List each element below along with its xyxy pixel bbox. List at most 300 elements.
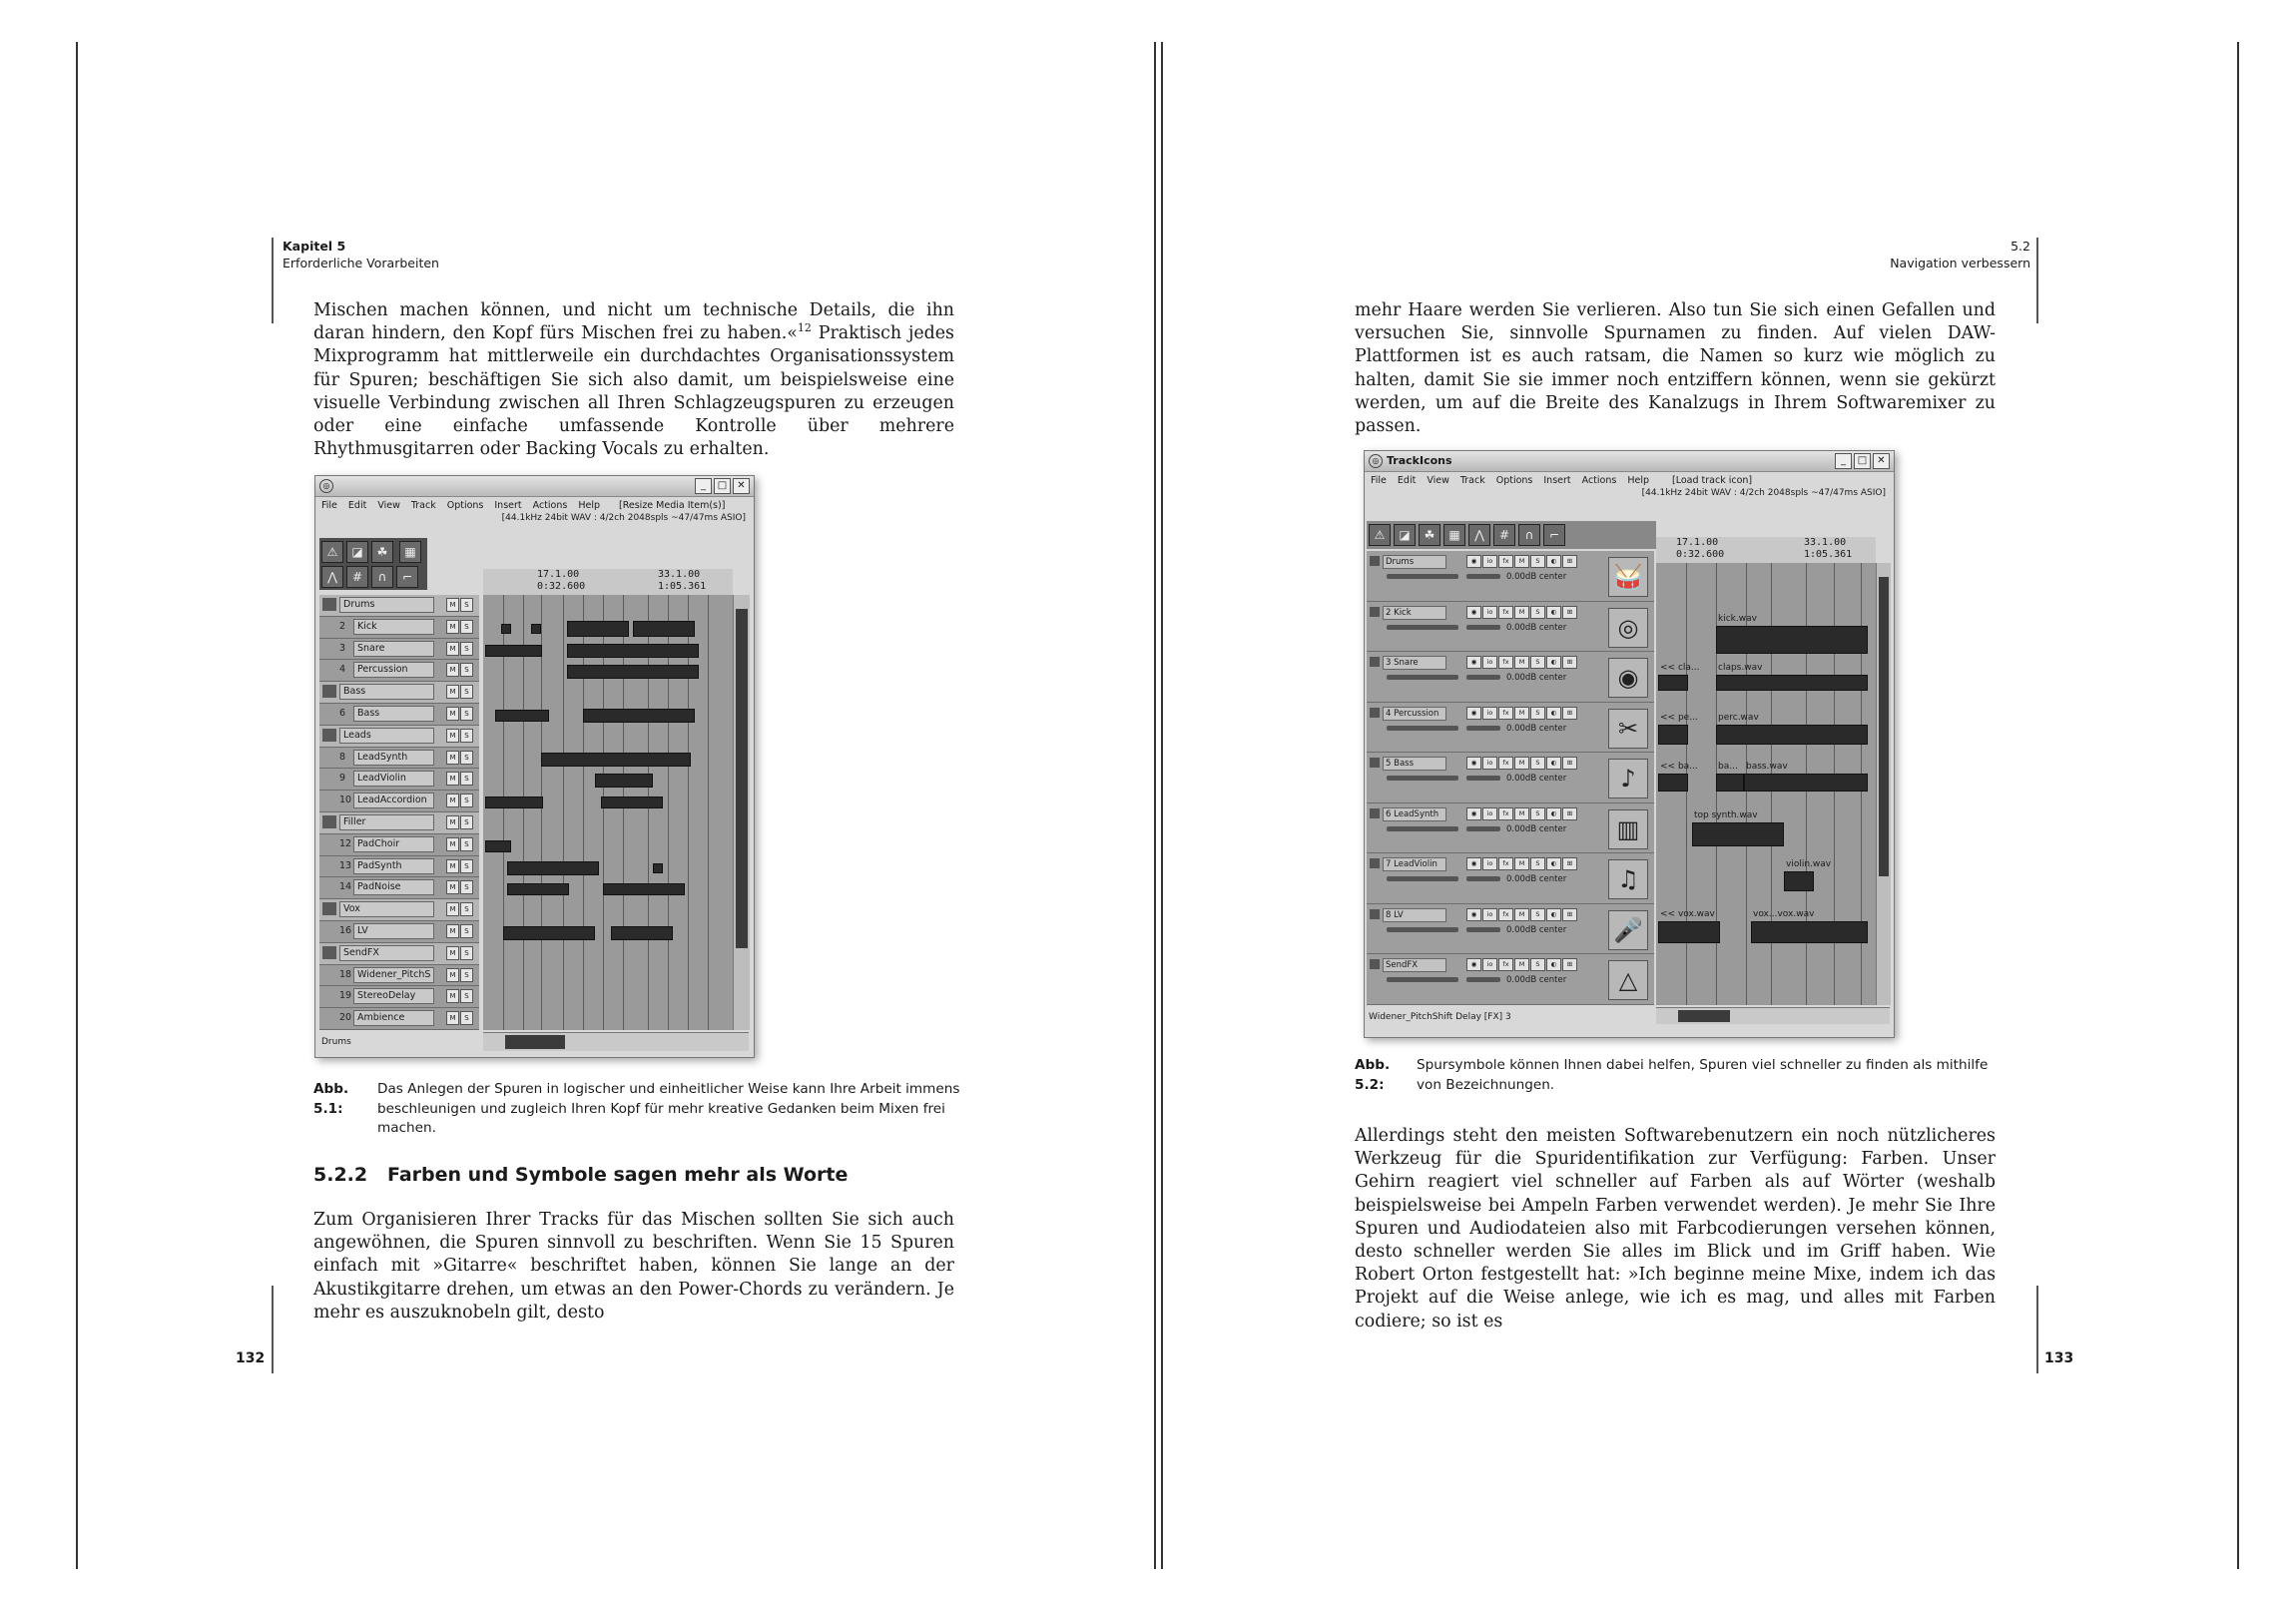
track-name (1383, 857, 1446, 871)
track-button: io (1482, 807, 1497, 820)
track-control-panel (1367, 551, 1654, 602)
track-row (319, 943, 479, 965)
track-name (1383, 656, 1446, 670)
menu-help: Help (578, 499, 600, 511)
track-button: ⊞ (1562, 908, 1577, 921)
solo-button: S (460, 880, 473, 894)
figure-1-status: Drums (321, 1037, 351, 1047)
track-button: ◐ (1546, 757, 1561, 770)
solo-button: S (460, 968, 473, 982)
track-name (1383, 555, 1446, 569)
track-button: M (1514, 807, 1529, 820)
track-button: ◐ (1546, 555, 1561, 568)
media-item (653, 863, 663, 873)
track-button: ◉ (1466, 656, 1481, 669)
track-name (1383, 707, 1446, 721)
mute-button: M (446, 946, 459, 960)
track-button: M (1514, 555, 1529, 568)
pan-slider (1466, 726, 1500, 731)
track-name: Filler (339, 814, 434, 830)
media-item (485, 840, 511, 852)
track-name: StereoDelay (353, 988, 434, 1004)
track-number: 6 (1386, 808, 1392, 819)
volume-slider (1387, 726, 1458, 731)
volume-readout: 0.00dB center (1506, 823, 1567, 834)
folder-icon (322, 685, 336, 698)
track-name: LeadAccordion (353, 793, 434, 808)
maracas-icon: ✂ (1608, 709, 1648, 749)
track-row (319, 812, 479, 834)
mute-button: M (446, 924, 459, 938)
figure-1-menubar (315, 497, 754, 513)
minimize-icon: _ (695, 478, 712, 494)
grid-line (503, 595, 504, 1030)
track-button: S (1530, 555, 1545, 568)
track-row (319, 617, 479, 639)
folder-icon (1370, 909, 1380, 919)
solo-button: S (460, 815, 473, 829)
menu-view: View (377, 499, 400, 511)
media-item-label: kick.wav (1718, 614, 1757, 625)
track-button: ⊞ (1562, 857, 1577, 870)
media-item (1744, 774, 1868, 792)
caption-label: Abb. 5.2: (1355, 1057, 1391, 1093)
figure-2-menubar (1365, 472, 1894, 488)
volume-slider (1387, 574, 1458, 579)
grid-lines-icon: # (346, 566, 368, 588)
track-button: fx (1498, 707, 1513, 720)
track-number: 14 (339, 881, 352, 893)
track-button: ◐ (1546, 707, 1561, 720)
grid-lines-icon: # (1493, 524, 1515, 546)
microphone-icon: 🎤 (1608, 910, 1648, 950)
track-name-text: LeadViolin (1394, 859, 1437, 870)
track-button: fx (1498, 555, 1513, 568)
keyboard-icon: ▥ (1608, 809, 1648, 849)
mute-button: M (446, 794, 459, 807)
track-name: LeadSynth (353, 750, 434, 766)
track-button: S (1530, 807, 1545, 820)
track-name-text: Snare (1394, 658, 1419, 669)
fx-icon: △ (1608, 960, 1648, 1000)
folder-icon (1370, 556, 1380, 566)
track-name: Leads (339, 728, 434, 744)
grid-line (541, 595, 542, 1030)
track-name-text: LV (1394, 909, 1404, 920)
media-item-label: claps.wav (1718, 663, 1763, 674)
volume-slider (1387, 625, 1458, 630)
left-paragraph-2: Zum Organisieren Ihrer Tracks für das Mischen sollten Sie sich auch angewöhnen, die Spuren sinnvoll zu beschriften. Wenn Sie 15 Spuren einfach mit »Gitarre« beschriftet haben, können Sie lange an der Akustikgitarre drehen, um etwas an den Power-Chords zu verändern. Je mehr es auszuknobeln gilt, desto (313, 1210, 954, 1323)
figure-2-status: Widener_PitchShift Delay [FX] 3 (1369, 1012, 1511, 1022)
track-row (319, 1008, 479, 1030)
app-logo-icon: ◎ (1369, 454, 1383, 468)
figure-1-arrange-area (483, 595, 733, 1030)
pan-slider (1466, 876, 1500, 881)
track-button: fx (1498, 606, 1513, 619)
track-button: ⊞ (1562, 555, 1577, 568)
track-button: ◐ (1546, 857, 1561, 870)
track-number: 20 (339, 1012, 352, 1024)
track-row (319, 704, 479, 726)
solo-button: S (460, 946, 473, 960)
track-button: S (1530, 606, 1545, 619)
grid-line (603, 595, 604, 1030)
track-button: fx (1498, 807, 1513, 820)
track-name-text: Bass (1394, 759, 1415, 770)
section-heading: 5.2.2 Farben und Symbole sagen mehr als Worte (313, 1164, 849, 1186)
folder-icon (322, 902, 336, 915)
track-row (319, 877, 479, 899)
mute-button: M (446, 685, 459, 699)
caption-label: Abb. 5.1: (313, 1081, 349, 1117)
figure-1-audio-info: [44.1kHz 24bit WAV : 4/2ch 2048spls ~47/47ms ASIO] (501, 513, 746, 523)
minimize-icon: _ (1835, 453, 1852, 469)
track-row (319, 791, 479, 812)
mute-button: M (446, 729, 459, 743)
mute-button: M (446, 751, 459, 765)
track-button: ◉ (1466, 857, 1481, 870)
mute-button: M (446, 880, 459, 894)
track-number: 2 (339, 620, 346, 632)
solo-button: S (460, 642, 473, 656)
media-item (541, 753, 691, 767)
track-name (1383, 958, 1446, 972)
track-button: S (1530, 757, 1545, 770)
track-button: ◐ (1546, 908, 1561, 921)
track-button: io (1482, 857, 1497, 870)
media-item-label: << ba... (1660, 761, 1698, 772)
envelope-icon: ◪ (1394, 524, 1416, 546)
mute-button: M (446, 620, 459, 634)
violin-icon: ♫ (1608, 859, 1648, 899)
pan-slider (1466, 675, 1500, 680)
folder-icon (322, 946, 336, 959)
track-number: 7 (1386, 859, 1392, 870)
figure-1-track-list (319, 595, 479, 1030)
ripple-icon: ⌐ (1543, 524, 1565, 546)
solo-button: S (460, 794, 473, 807)
track-name: Snare (353, 641, 434, 657)
mute-button: M (446, 859, 459, 873)
track-button: ◐ (1546, 807, 1561, 820)
track-number: 3 (339, 642, 346, 654)
folder-icon (1370, 607, 1380, 617)
track-button: fx (1498, 958, 1513, 971)
track-button: ⊞ (1562, 656, 1577, 669)
track-button: M (1514, 908, 1529, 921)
track-button: ◉ (1466, 958, 1481, 971)
track-button: io (1482, 555, 1497, 568)
footnote-ref: 12 (797, 321, 812, 335)
volume-slider (1387, 776, 1458, 781)
pan-slider (1466, 977, 1500, 982)
figure-2-horizontal-scrollbar (1656, 1007, 1890, 1024)
menu-actions: Actions (1581, 474, 1617, 486)
grid-line (563, 595, 564, 1030)
media-item-label: violin.wav (1786, 859, 1832, 870)
media-item (503, 926, 595, 940)
track-row (319, 921, 479, 943)
ripple-icon: ⌐ (396, 566, 418, 588)
track-number: 10 (339, 795, 352, 806)
solo-button: S (460, 924, 473, 938)
pan-slider (1466, 927, 1500, 932)
track-button: fx (1498, 656, 1513, 669)
track-button: fx (1498, 908, 1513, 921)
folio-rule-right (2036, 1286, 2038, 1373)
track-button: io (1482, 908, 1497, 921)
media-item (1692, 822, 1784, 846)
figure-2-vertical-scrollbar (1876, 563, 1891, 1005)
grid-icon: ▦ (399, 541, 421, 563)
folder-icon (322, 729, 336, 742)
figure-1-horizontal-scrollbar (483, 1032, 749, 1051)
track-button: M (1514, 656, 1529, 669)
media-item (1716, 626, 1868, 654)
track-button: M (1514, 958, 1529, 971)
track-number: 6 (339, 708, 346, 719)
track-button: M (1514, 857, 1529, 870)
media-item (485, 645, 542, 657)
mute-button: M (446, 663, 459, 677)
track-button: io (1482, 757, 1497, 770)
section-label: 5.2 (2010, 239, 2030, 254)
menu-track: Track (410, 499, 436, 511)
track-row (319, 660, 479, 682)
track-button: ⊞ (1562, 958, 1577, 971)
pan-slider (1466, 574, 1500, 579)
pan-slider (1466, 826, 1500, 831)
track-button: S (1530, 656, 1545, 669)
media-item (485, 797, 543, 808)
track-button: io (1482, 958, 1497, 971)
mute-button: M (446, 815, 459, 829)
maximize-icon: □ (714, 478, 731, 494)
figure-5-2-screenshot (1364, 450, 1895, 1038)
track-row (319, 834, 479, 856)
track-row (319, 595, 479, 617)
snap-icon: ⋀ (321, 566, 343, 588)
figure-2-titlebar (1365, 451, 1894, 472)
grid-line (523, 595, 524, 1030)
media-item-label: << cla... (1660, 663, 1700, 674)
track-name-text: LeadSynth (1394, 808, 1439, 819)
menu-edit: Edit (347, 499, 367, 511)
menu-view: View (1427, 474, 1449, 486)
media-item (501, 624, 511, 634)
menu-options: Options (446, 499, 484, 511)
track-name: Kick (353, 619, 434, 635)
track-number: 19 (339, 990, 352, 1002)
track-name: LeadViolin (353, 771, 434, 787)
volume-slider (1387, 977, 1458, 982)
folder-icon (1370, 858, 1380, 868)
volume-slider (1387, 826, 1458, 831)
track-button: io (1482, 656, 1497, 669)
folder-icon (1370, 758, 1380, 768)
metronome-icon: ⚠ (1369, 524, 1391, 546)
solo-button: S (460, 729, 473, 743)
folder-icon (1370, 808, 1380, 818)
media-item (601, 797, 663, 808)
track-name: Percussion (353, 662, 434, 678)
track-button: ◉ (1466, 908, 1481, 921)
volume-readout: 0.00dB center (1506, 572, 1567, 582)
grid-line (668, 595, 669, 1030)
mute-button: M (446, 642, 459, 656)
folder-icon (1370, 959, 1380, 969)
track-button: ◉ (1466, 555, 1481, 568)
solo-button: S (460, 598, 473, 612)
media-item (595, 774, 653, 788)
track-name-text: SendFX (1386, 960, 1419, 971)
track-number: 5 (1386, 759, 1392, 770)
media-item (507, 883, 569, 895)
bass-guitar-icon: ♪ (1608, 759, 1648, 798)
snare-icon: ◉ (1608, 658, 1648, 698)
mute-button: M (446, 772, 459, 786)
track-number: 9 (339, 773, 346, 785)
folder-icon (322, 815, 336, 828)
menu-track: Track (1459, 474, 1485, 486)
kick-drum-icon: ◎ (1608, 608, 1648, 648)
volume-slider (1387, 675, 1458, 680)
track-name: LV (353, 923, 434, 939)
section-running-title: Navigation verbessern (1890, 256, 2030, 270)
media-item (567, 665, 699, 679)
group-icon: ☘ (1419, 524, 1440, 546)
running-head-left (283, 238, 439, 271)
media-item-label: perc.wav (1718, 712, 1759, 723)
track-button: fx (1498, 757, 1513, 770)
caption-5-1 (313, 1080, 972, 1139)
solo-button: S (460, 837, 473, 851)
close-icon: ✕ (733, 478, 750, 494)
volume-readout: 0.00dB center (1506, 774, 1567, 785)
grid-line (708, 595, 709, 1030)
metronome-icon: ⚠ (321, 541, 343, 563)
track-number: 2 (1386, 607, 1392, 618)
figure-1-ruler: 17.1.00 0:32.600 33.1.00 1:05.361 (483, 569, 733, 596)
track-button: ◐ (1546, 958, 1561, 971)
track-name: PadNoise (353, 879, 434, 895)
track-button: M (1514, 757, 1529, 770)
solo-button: S (460, 989, 473, 1003)
figure-2-arrange-area (1656, 563, 1876, 1005)
track-row (319, 726, 479, 748)
folder-icon (1370, 657, 1380, 667)
track-row (319, 856, 479, 878)
mute-button: M (446, 989, 459, 1003)
media-item (1658, 725, 1688, 745)
track-control-panel (1367, 954, 1654, 1005)
track-name: Drums (339, 597, 434, 613)
track-number: 16 (339, 925, 352, 936)
spine-line-right (1161, 42, 1163, 1569)
menu-file: File (321, 499, 337, 511)
media-item (1716, 725, 1868, 745)
maximize-icon: □ (1854, 453, 1871, 469)
media-item (1716, 774, 1744, 792)
group-icon: ☘ (371, 541, 393, 563)
media-item (531, 624, 541, 634)
pan-slider (1466, 776, 1500, 781)
media-item (1784, 871, 1814, 891)
track-number: 12 (339, 837, 352, 849)
media-item (633, 621, 695, 637)
right-paragraph-1: mehr Haare werden Sie verlieren. Also tun Sie sich einen Gefallen und versuchen Sie, sinnvolle Spurnamen zu finden. Auf vielen DAW-Plattformen ist es auch ratsam, die Namen so kurz wie möglich zu halten, damit Sie sie immer noch entziffern können, wenn sie gekürzt werden, um auf die Breite des Kanalzugs in Ihrem Softwaremixer zu passen. (1355, 300, 1996, 437)
volume-readout: 0.00dB center (1506, 622, 1567, 633)
mute-button: M (446, 968, 459, 982)
mute-button: M (446, 598, 459, 612)
page-number-right: 133 (2044, 1350, 2074, 1366)
track-button: ⊞ (1562, 707, 1577, 720)
track-button: ◉ (1466, 757, 1481, 770)
volume-readout: 0.00dB center (1506, 673, 1567, 684)
figure-1-titlebar (315, 476, 754, 497)
menu-options: Options (1495, 474, 1533, 486)
chapter-title: Erforderliche Vorarbeiten (283, 256, 439, 270)
chapter-label: Kapitel 5 (283, 239, 346, 254)
media-item (603, 883, 685, 895)
caption-5-2 (1355, 1056, 2013, 1095)
track-button: M (1514, 606, 1529, 619)
media-item (583, 709, 695, 723)
mute-button: M (446, 902, 459, 916)
track-button: ◉ (1466, 606, 1481, 619)
media-item (495, 710, 549, 722)
mute-button: M (446, 837, 459, 851)
right-paragraph-2: Allerdings steht den meisten Softwarebenutzern ein noch nützlicheres Werkzeug für die Spuridentifikation zur Verfügung: Farben. Unser Gehirn reagiert viel schneller auf Farben als auf Wörter (weshalb beispielsweise bei Ampeln Farben verwendet werden). Je mehr Sie Ihre Spuren und Audiodateien also mit Farbcodierungen versehen können, desto schneller werden Sie alles im Blick und im Griff haben. Wie Robert Orton festgestellt hat: »Ich beginne meine Mixe, indem ich das Projekt auf die Weise anlege, wie ich es mag, und alles mit Farben codiere; so ist es (1355, 1126, 1996, 1331)
pan-slider (1466, 625, 1500, 630)
track-control-panel (1367, 703, 1654, 754)
track-number: 4 (339, 664, 346, 676)
track-number: 8 (1386, 909, 1392, 920)
header-rule-left (272, 238, 274, 323)
track-button: ◐ (1546, 606, 1561, 619)
grid-line (688, 595, 689, 1030)
page-edge-left (76, 42, 78, 1569)
track-number: 8 (339, 751, 346, 763)
volume-readout: 0.00dB center (1506, 924, 1567, 935)
volume-readout: 0.00dB center (1506, 874, 1567, 885)
track-button: fx (1498, 857, 1513, 870)
media-item (567, 644, 699, 658)
figure-5-1-screenshot (314, 475, 755, 1058)
loop-icon: ∩ (371, 566, 393, 588)
track-row (319, 769, 479, 791)
track-name (1383, 807, 1446, 821)
mute-button: M (446, 707, 459, 721)
volume-readout: 0.00dB center (1506, 723, 1567, 734)
track-name: PadSynth (353, 858, 434, 874)
solo-button: S (460, 902, 473, 916)
grid-line (583, 595, 584, 1030)
figure-1-toolbar (319, 538, 427, 590)
track-row (319, 639, 479, 661)
track-button: ⊞ (1562, 807, 1577, 820)
volume-slider (1387, 927, 1458, 932)
solo-button: S (460, 772, 473, 786)
menu-status: [Load track icon] (1672, 474, 1753, 486)
caption-text: Das Anlegen der Spuren in logischer und einheitlicher Weise kann Ihre Arbeit immens beschleunigen und zugleich Ihren Kopf für mehr kreative Gedanken beim Mixen frei machen. (377, 1081, 960, 1136)
media-item-label: vox...vox.wav (1753, 908, 1815, 919)
track-row (319, 965, 479, 987)
track-button: S (1530, 908, 1545, 921)
media-item-label: << vox.wav (1660, 908, 1715, 919)
track-control-panel (1367, 803, 1654, 854)
track-button: io (1482, 606, 1497, 619)
